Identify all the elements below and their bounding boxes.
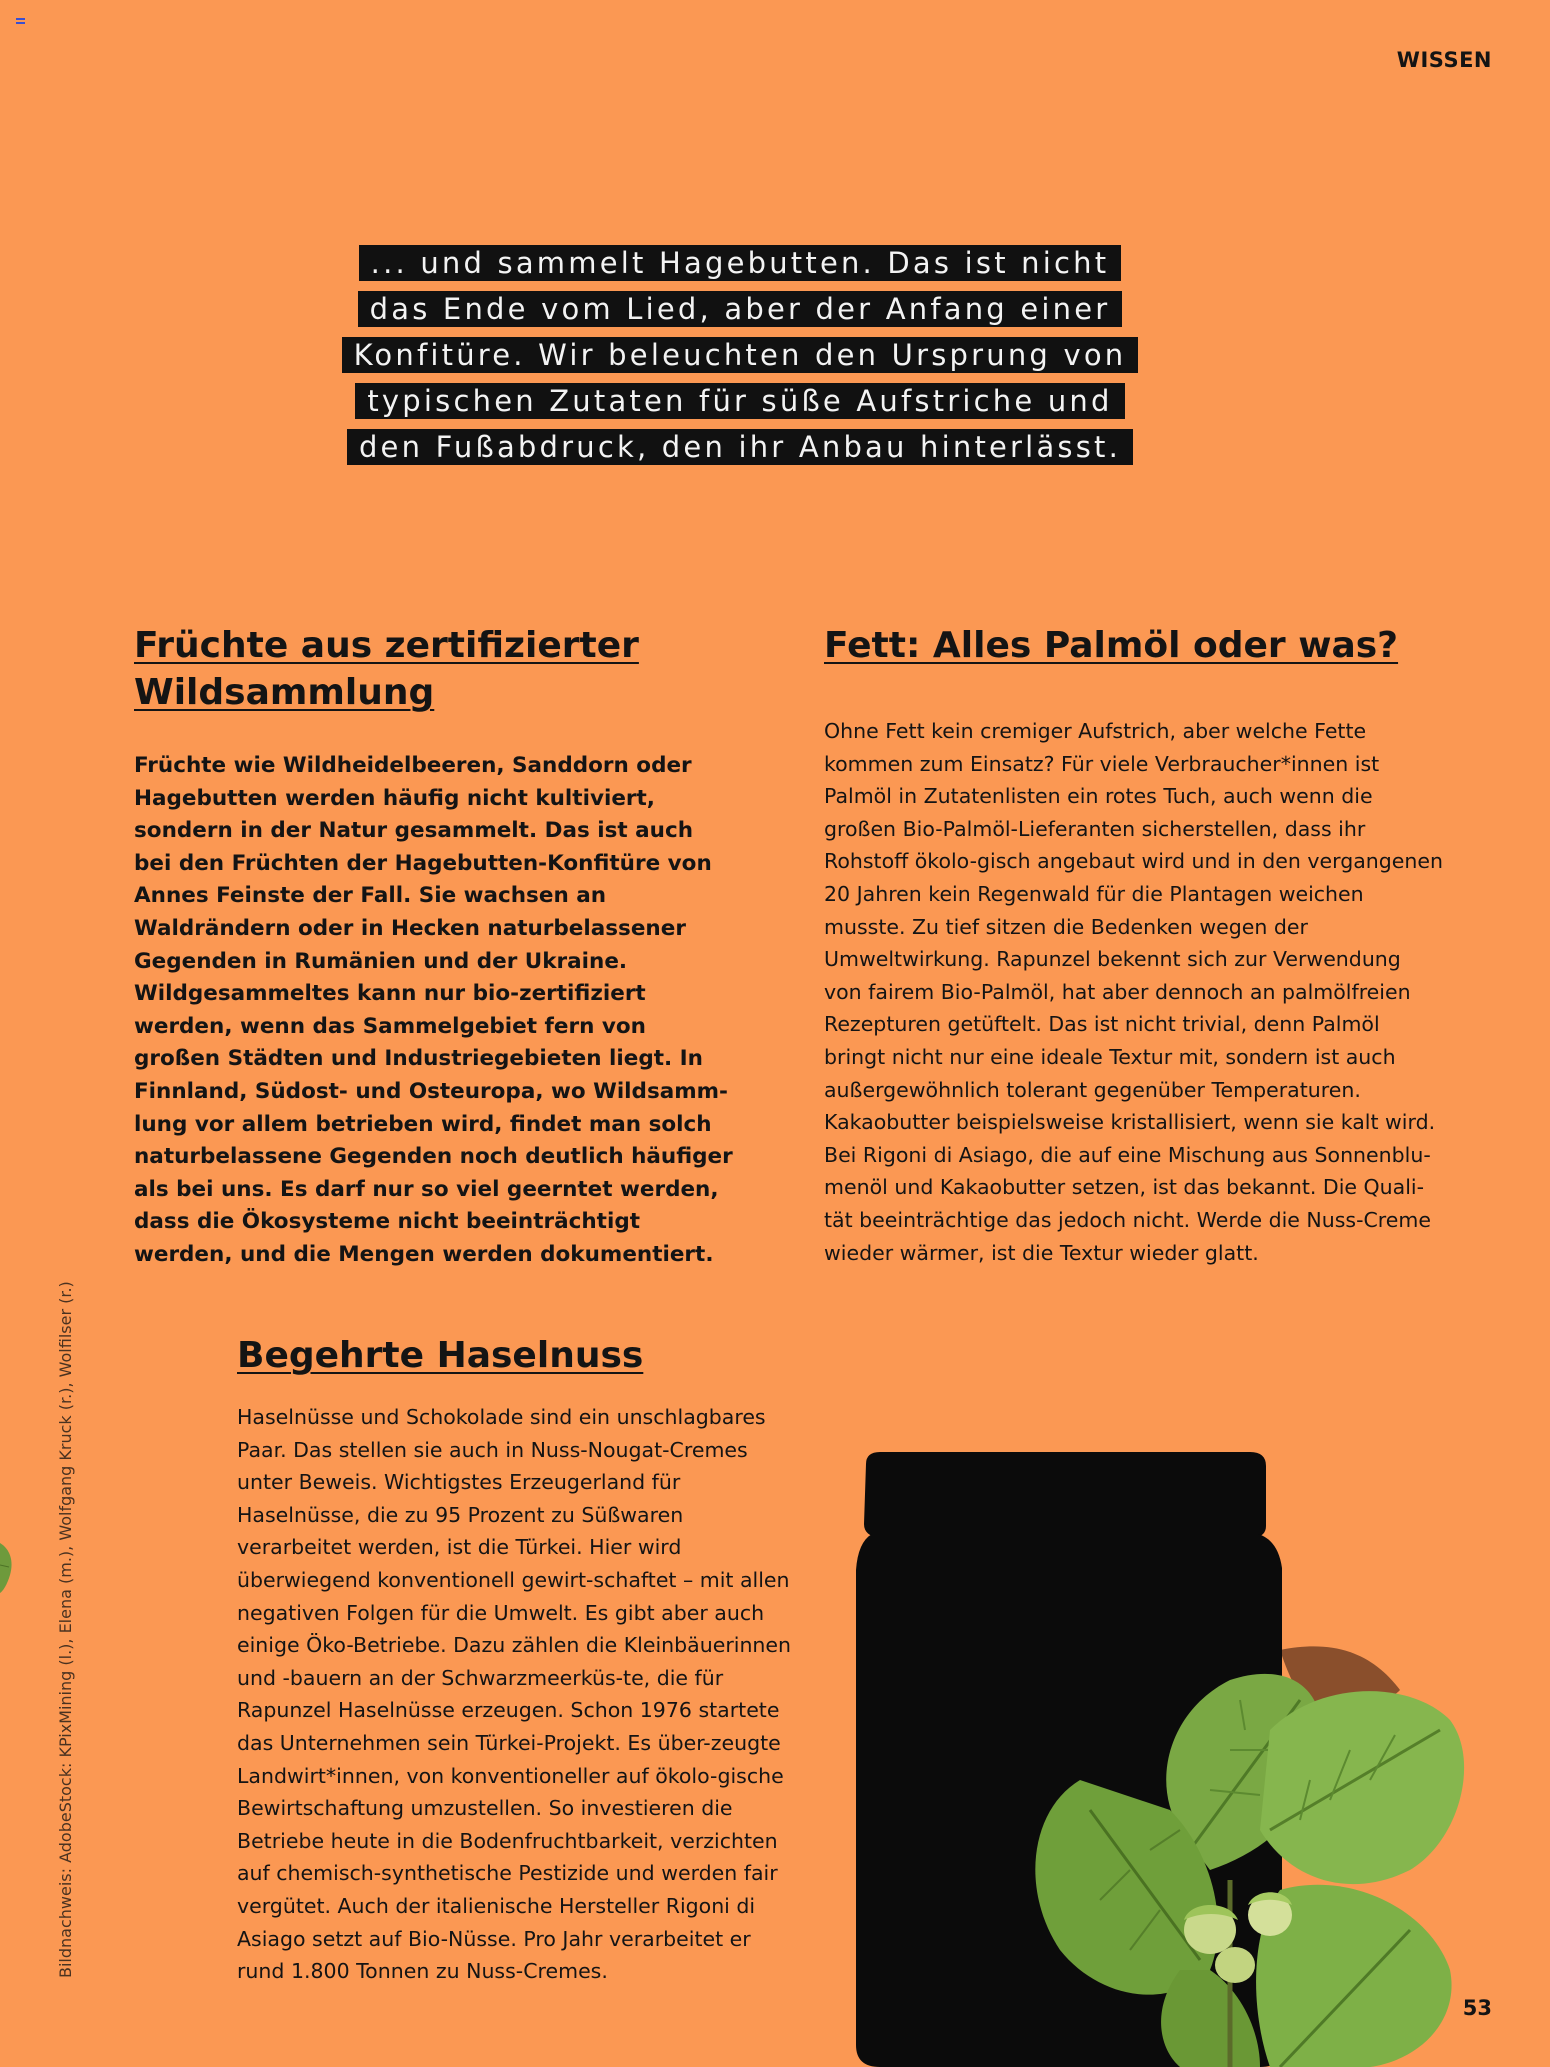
corner-mark-icon	[16, 18, 25, 25]
image-credit: Bildnachweis: AdobeStock: KPixMining (l.), Elena (m.), Wolfgang Kruck (r.), Wolfilser (r.)	[56, 1281, 75, 1978]
intro-line: das Ende vom Lied, aber der Anfang einer	[358, 291, 1123, 327]
jar-illustration	[850, 1450, 1550, 2067]
section-heading	[134, 622, 734, 716]
section-palmoel	[824, 622, 1444, 1269]
section-body: Ohne Fett kein cremiger Aufstrich, aber welche Fette kommen zum Einsatz? Für viele Verbraucher*innen ist Palmöl in Zutatenlisten ein rotes Tuch, auch wenn die großen Bio-Palmöl-Lieferanten sicherstellen, dass ihr Rohstoff ökolo-gisch angebaut wird und in den vergangenen 20 Jahren kein Regenwald für die Plantagen weichen musste. Zu tief sitzen die Bedenken wegen der Umweltwirkung. Rapunzel bekennt sich zur Verwendung von fairem Bio-Palmöl, hat aber dennoch an palmölfreien Rezepturen getüftelt. Das ist nicht trivial, denn Palmöl bringt nicht nur eine ideale Textur mit, sondern ist auch außergewöhnlich tolerant gegenüber Temperaturen. Kakaobutter beispielsweise kristallisiert, wenn sie kalt wird. Bei Rigoni di Asiago, die auf eine Mischung aus Sonnenblu-menöl und Kakaobutter setzen, ist das bekannt. Die Quali-tät beeinträchtige das jedoch nicht. Werde die Nuss-Creme wieder wärmer, ist die Textur wieder glatt.	[824, 719, 1443, 1265]
jar-lid-icon	[864, 1452, 1266, 1538]
section-wildsammlung	[134, 622, 734, 1272]
intro-line: ... und sammelt Hagebutten. Das ist nicht	[359, 245, 1122, 281]
intro-line: typischen Zutaten für süße Aufstriche und	[355, 383, 1124, 419]
section-label: WISSEN	[1396, 48, 1492, 72]
intro-block	[340, 240, 1140, 470]
intro-line: den Fußabdruck, den ihr Anbau hinterlässt.	[347, 429, 1133, 465]
leaf-fragment-icon	[0, 1535, 14, 1595]
heading-line: Früchte aus zertifizierter	[134, 625, 639, 666]
section-body: Haselnüsse und Schokolade sind ein unschlagbares Paar. Das stellen sie auch in Nuss-Nougat-Cremes unter Beweis. Wichtigstes Erzeugerland für Haselnüsse, die zu 95 Prozent zu Süßwaren verarbeitet werden, ist die Türkei. Hier wird überwiegend konventionell gewirt-schaftet – mit allen negativen Folgen für die Umwelt. Es gibt aber auch einige Öko-Betriebe. Dazu zählen die Kleinbäuerinnen und -bauern an der Schwarzmeerküs-te, die für Rapunzel Haselnüsse erzeugen. Schon 1976 startete das Unternehmen sein Türkei-Projekt. Es über-zeugte Landwirt*innen, von konventioneller auf ökolo-gische Bewirtschaftung umzustellen. So investieren die Betriebe heute in die Bodenfruchtbarkeit, verzichten auf chemisch-synthetische Pestizide und werden fair vergütet. Auch der italienische Hersteller Rigoni di Asiago setzt auf Bio-Nüsse. Pro Jahr verarbeitet er rund 1.800 Tonnen zu Nuss-Cremes.	[237, 1405, 792, 1984]
page-number: 53	[1462, 1996, 1492, 2020]
heading-line: Wildsammlung	[134, 672, 435, 713]
section-heading: Fett: Alles Palmöl oder was?	[824, 625, 1399, 666]
section-heading: Begehrte Haselnuss	[237, 1335, 644, 1376]
intro-line: Konfitüre. Wir beleuchten den Ursprung von	[342, 337, 1139, 373]
section-body: Früchte wie Wildheidelbeeren, Sanddorn oder Hagebutten werden häufig nicht kultiviert, sondern in der Natur gesammelt. Das ist auch bei den Früchten der Hagebutten-Konfitüre von Annes Feinste der Fall. Sie wachsen an Waldrändern oder in Hecken naturbelassener Gegenden in Rumänien und der Ukraine. Wildgesammeltes kann nur bio-zertifiziert werden, wenn das Sammelgebiet fern von großen Städten und Industriegebieten liegt. In Finnland, Südost- und Osteuropa, wo Wildsamm-lung vor allem betrieben wird, findet man solch naturbelassene Gegenden noch deutlich häufiger als bei uns. Es darf nur so viel geerntet werden, dass die Ökosysteme nicht beeinträchtigt werden, und die Mengen werden dokumentiert.	[134, 753, 733, 1267]
section-haselnuss	[237, 1332, 797, 1988]
